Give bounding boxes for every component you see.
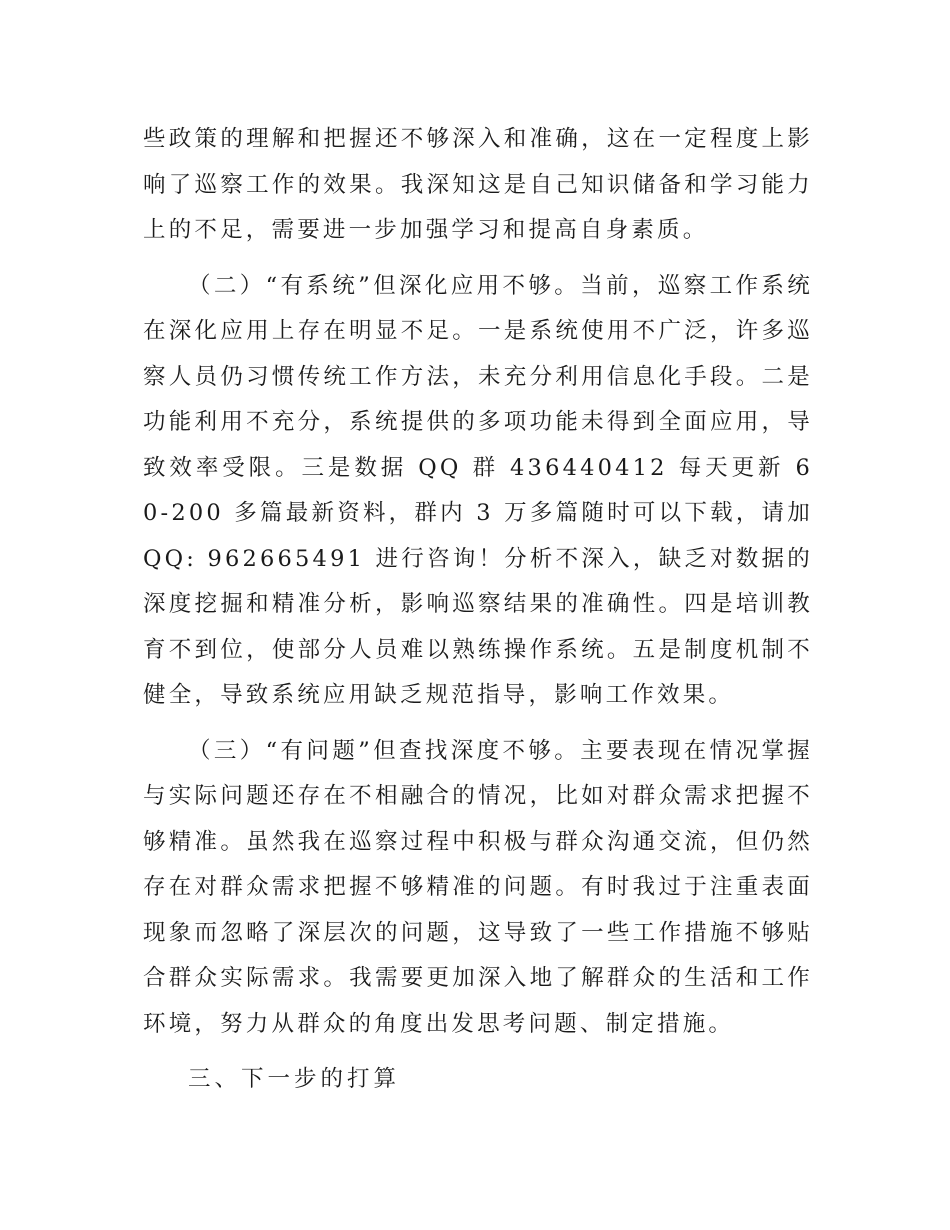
paragraph-continuation: 些政策的理解和把握还不够深入和准确，这在一定程度上影响了巡察工作的效果。我深知这是自己知识储备和学习能力上的不足，需要进一步加强学习和提高自身素质。 (143, 126, 813, 243)
section-heading-next-steps: 三、下一步的打算 (188, 1066, 401, 1092)
paragraph-section-two: （二）“有系统”但深化应用不够。当前，巡察工作系统在深化应用上存在明显不足。一是系统使用不广泛，许多巡察人员仍习惯传统工作方法，未充分利用信息化手段。二是功能利用不充分，系统提供的多项功能未得到全面应用，导致效率受限。三是数据 QQ 群 436440412 每天更新 60-200 多篇最新资料，群内 3 万多篇随时可以下载，请加 QQ: 962665491 进行咨询！分析不深入，缺乏对数据的深度挖掘和精准分析，影响巡察结果的准确性。四是培训教育不到位，使部分人员难以熟练操作系统。五是制度机制不健全，导致系统应用缺乏规范指导，影响工作效果。 (143, 272, 813, 708)
document-body (143, 117, 813, 1103)
paragraph-section-three: （三）“有问题”但查找深度不够。主要表现在情况掌握与实际问题还存在不相融合的情况，比如对群众需求把握不够精准。虽然我在巡察过程中积极与群众沟通交流，但仍然存在对群众需求把握不够精准的问题。有时我过于注重表面现象而忽略了深层次的问题，这导致了一些工作措施不够贴合群众实际需求。我需要更加深入地了解群众的生活和工作环境，努力从群众的角度出发思考问题、制定措施。 (143, 737, 813, 1037)
